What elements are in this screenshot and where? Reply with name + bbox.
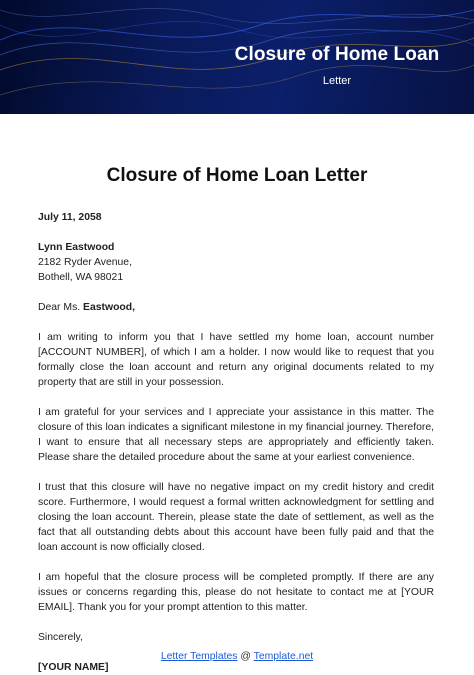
salutation-prefix: Dear Ms.	[38, 302, 81, 313]
salutation-name: Eastwood,	[83, 302, 136, 313]
banner-title: Closure of Home Loan	[234, 44, 440, 65]
paragraph-2: I am grateful for your services and I appreciate your assistance in this matter. The closure of this loan indicates a significant milestone in my financial journey. Therefore, I want to ensure that all necessary steps are appropriately and efficiently taken. Please share the detailed procedure about the same at your earliest convenience.	[38, 407, 434, 463]
letter-templates-link[interactable]: Letter Templates	[160, 651, 238, 662]
paragraph-1: I am writing to inform you that I have settled my home loan, account number [ACCOUNT NUMBER], of which I am a holder. I now would like to request that you formally close the loan account and return any original documents related to my property that are still in your possession.	[38, 332, 434, 388]
recipient-address-line1: 2182 Ryder Avenue,	[38, 257, 132, 268]
recipient-name: Lynn Eastwood	[38, 242, 115, 253]
closing: Sincerely,	[38, 632, 83, 643]
header-banner	[0, 0, 474, 114]
letter-body	[38, 210, 434, 675]
template-net-link[interactable]: Template.net	[253, 651, 314, 662]
letter-date: July 11, 2058	[38, 212, 102, 223]
footer-separator: @	[240, 651, 251, 662]
salutation	[38, 300, 434, 315]
banner-subtitle: Letter	[322, 75, 352, 87]
document-title: Closure of Home Loan Letter	[106, 165, 368, 186]
paragraph-4: I am hopeful that the closure process will be completed promptly. If there are any issues or concerns regarding this, please do not hesitate to contact me at [YOUR EMAIL]. Thank you for your prompt attention to this matter.	[38, 572, 434, 613]
footer	[0, 651, 474, 662]
recipient-address-line2: Bothell, WA 98021	[38, 272, 124, 283]
paragraph-3: I trust that this closure will have no negative impact on my credit history and credit score. Furthermore, I would request a formal written acknowledgment for settling and closing the loan account. Therein, please state the date of settlement, as well as the fact that all outstanding debts about this account have been fully paid and that the loan account is now officially closed.	[38, 482, 434, 553]
signature: [YOUR NAME]	[38, 662, 109, 673]
